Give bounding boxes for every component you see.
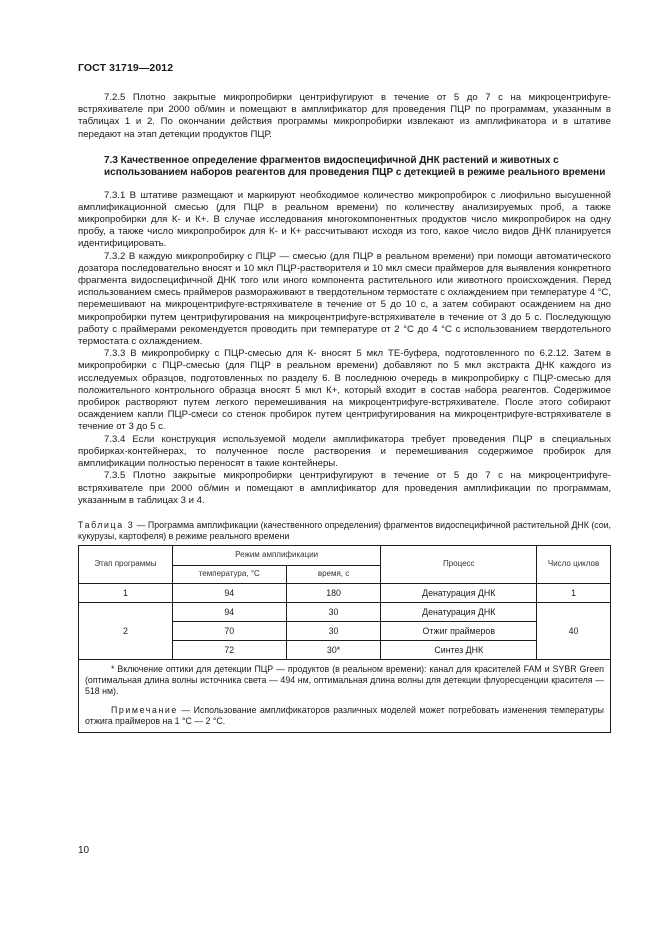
section-7-3-title: 7.3 Качественное определение фрагментов видоспецифичной ДНК растений и животных с использованием наборов реагентов для проведения ПЦР с детекцией в режиме реального времени xyxy=(104,154,606,179)
page-number: 10 xyxy=(78,845,90,856)
cell-cycles: 1 xyxy=(537,583,611,602)
cell-process: Денатурация ДНК xyxy=(381,602,537,621)
header-time: время, с xyxy=(286,565,381,583)
paragraph-7-3-4: 7.3.4 Если конструкция используемой модели амплификатора требует проведения ПЦР в специальных пробирках-контейнерах, то полученное после растворения и перемешивания содержимое пробирок для амплификации полностью переносят в такие контейнеры. xyxy=(78,433,611,470)
header-temperature: температура, °С xyxy=(172,565,286,583)
note-label: Примечание xyxy=(111,704,178,715)
table-row xyxy=(79,602,611,621)
table-row xyxy=(79,583,611,602)
cell-cycles: 40 xyxy=(537,602,611,659)
cell-stage: 1 xyxy=(79,583,173,602)
cell-process: Денатурация ДНК xyxy=(381,583,537,602)
cell-time: 30 xyxy=(286,621,381,640)
table-notes-cell xyxy=(79,659,611,732)
table-3-caption xyxy=(78,520,611,542)
document-code-header: ГОСТ 31719—2012 xyxy=(78,62,174,74)
table-note xyxy=(85,705,604,727)
note-text: — Использование амплификаторов различных моделей может потребовать изменения температуры отжига праймеров на 1 °С — 2 °С. xyxy=(85,704,604,726)
paragraph-7-3-1: 7.3.1 В штативе размещают и маркируют необходимое количество микропробирок с лиофильно высушенной амплификационной смесью (для ПЦР в реальном времени) по количеству анализируемых проб, а также микропробирки для К- и К+. В случае исследования многокомпонентных продуктов число микропробирок на одну пробу, а также число микропробирок для К- и К+ рассчитывают исходя из того, какое число видов ДНК планируется идентифицировать. xyxy=(78,189,611,250)
header-mode: Режим амплификации xyxy=(172,545,381,565)
table-caption-label: Таблица 3 xyxy=(78,519,135,530)
paragraph-7-2-5: 7.2.5 Плотно закрытые микропробирки центрифугируют в течение от 5 до 7 с на микроцентрифуге-встряхивателе при 2000 об/мин и помещают в амплификатор для проведения ПЦР по программам, указанным в таблицах 1 и 2. По окончании действия программы микропробирки извлекают из амплификатора и в штативе передают на этап детекции продуктов ПЦР. xyxy=(78,92,611,140)
table-caption-text: — Программа амплификации (качественного определения) фрагментов видоспецифичной растительной ДНК (сои, кукурузы, картофеля) в режиме реального времени xyxy=(78,519,611,541)
cell-time: 30 xyxy=(286,602,381,621)
paragraph-7-3-2: 7.3.2 В каждую микропробирку с ПЦР — смесью (для ПЦР в реальном времени) при помощи автоматического дозатора последовательно вносят и 10 мкл ПЦР-растворителя и 10 мкл смеси праймеров для выявления конкретного фрагмента видоспецифичной ДНК того или иного компонента растительного или животного происхождения. Перед использованием смесь праймеров размораживают в твердотельном термостате с охлаждением при температуре 4 °С, перемешивают на микроцентрифуге-встряхивателе в течение от 5 до 10 с, а затем собирают осаждением на дно микропробирки путем центрифугирования на микроцентрифуге-встряхивателе в течение от 3 до 5 с. Последующую работу с праймерами рекомендуется проводить при температуре от 2 °С до 4 °С с использованием твердотельного термостата с охлаждением. xyxy=(78,250,612,348)
cell-temperature: 94 xyxy=(172,583,286,602)
cell-process: Отжиг праймеров xyxy=(381,621,537,640)
cell-temperature: 70 xyxy=(172,621,286,640)
header-process: Процесс xyxy=(381,545,537,583)
cell-time: 180 xyxy=(286,583,381,602)
paragraph-7-3-5: 7.3.5 Плотно закрытые микропробирки центрифугируют в течение от 5 до 7 с на микроцентрифуге-встряхивателе при 2000 об/мин и помещают в амплификатор для проведения амплификации по программам, указанным в таблицах 3 и 4. xyxy=(78,470,611,506)
cell-stage: 2 xyxy=(79,602,173,659)
cell-time: 30* xyxy=(286,640,381,659)
cell-process: Синтез ДНК xyxy=(381,640,537,659)
paragraph-7-3-3: 7.3.3 В микропробирку с ПЦР-смесью для К- вносят 5 мкл ТЕ-буфера, подготовленного по 6.2.12. Затем в микропробирки с ПЦР-смесью (для ПЦР в реальном времени) добавляют по 5 мкл экстракта ДНК каждого из исследуемых образцов, подготовленных по разделу 6. В последнюю очередь в микропробирку с ПЦР-смесью для положительного контрольного образца вносят 5 мкл К+, который входит в состав набора реагентов. Содержимое пробирок растворяют путем легкого перемешивания на микроцентрифуге-встряхивателе. После этого собирают осаждением капли ПЦР-смеси со стенок пробирок путем центрифугирования на микроцентрифуге-встряхивателе в течение от 3 до 5 с. xyxy=(78,348,611,433)
cell-temperature: 94 xyxy=(172,602,286,621)
cell-temperature: 72 xyxy=(172,640,286,659)
header-stage: Этап программы xyxy=(79,545,173,583)
page-content xyxy=(78,92,611,733)
amplification-program-table xyxy=(78,545,611,733)
table-footnote: * Включение оптики для детекции ПЦР — продуктов (в реальном времени): канал для красителей FAM и SYBR Green (оптимальная длина волны источника света — 494 нм, оптимальная длина волны для детекции флуоресценции красителя — 518 нм). xyxy=(85,663,604,696)
header-cycles: Число циклов xyxy=(537,545,611,583)
